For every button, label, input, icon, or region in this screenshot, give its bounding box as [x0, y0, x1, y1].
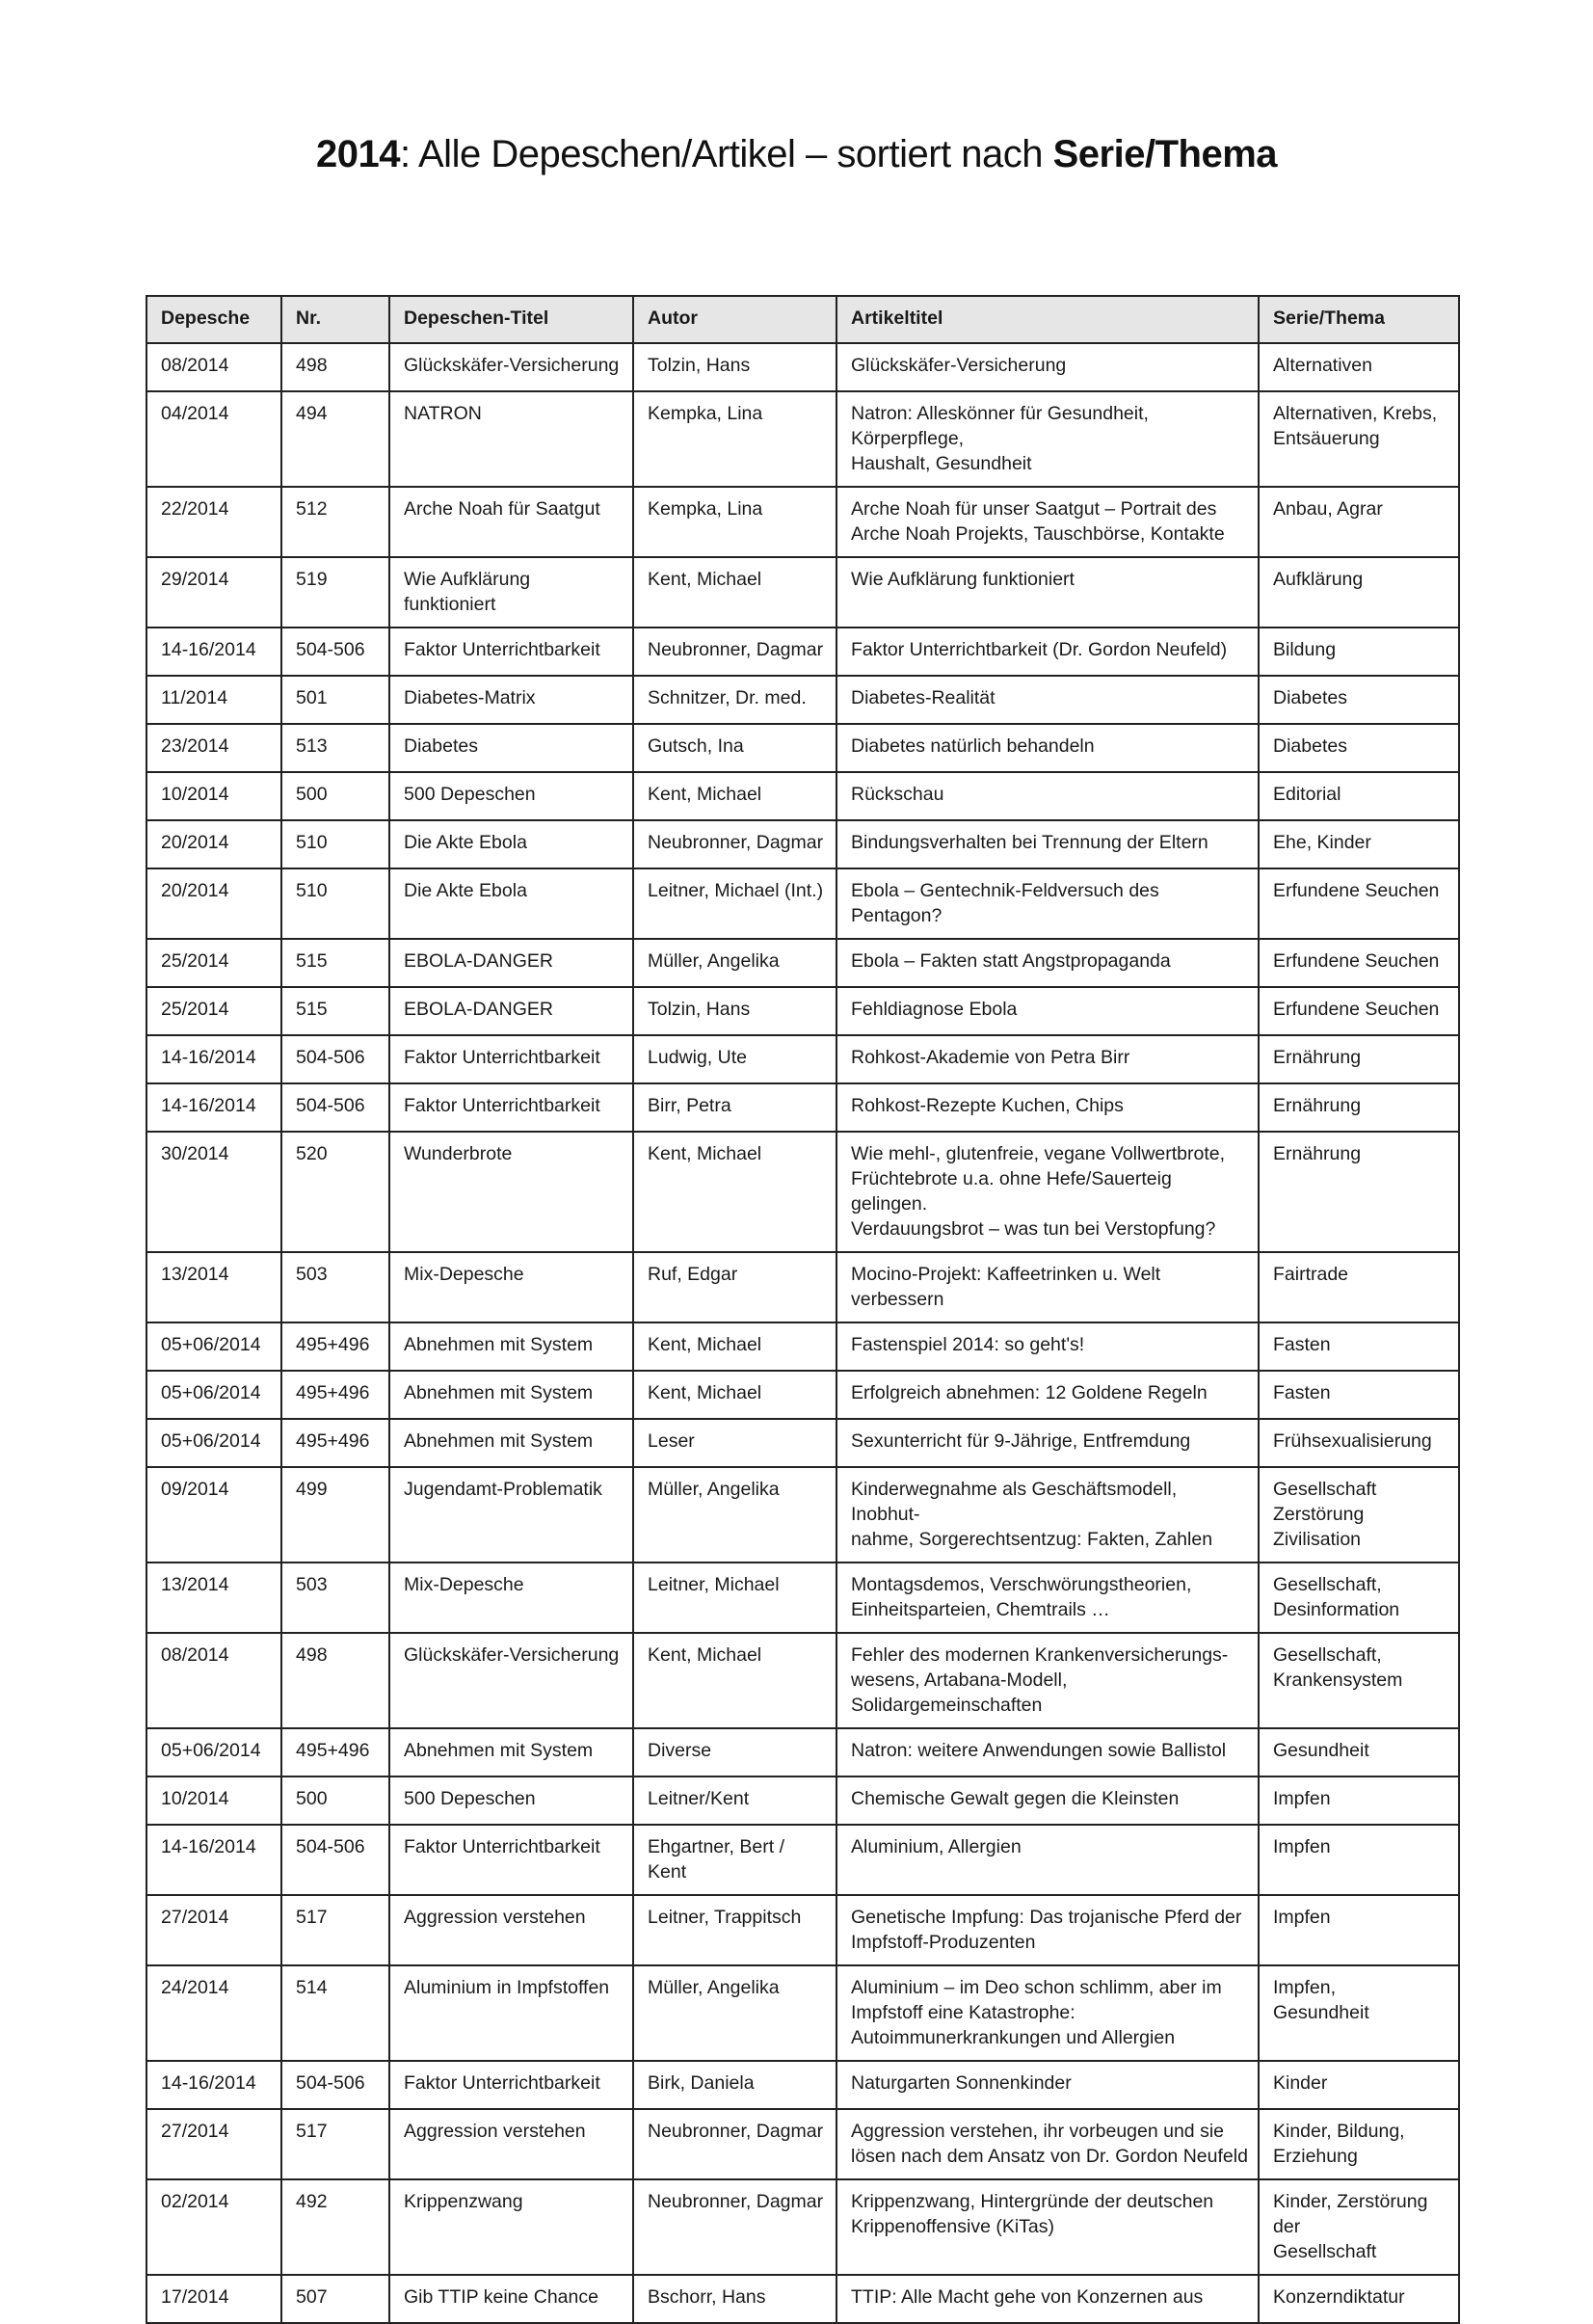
cell-depeschen-titel: Die Akte Ebola	[389, 820, 633, 868]
cell-depesche: 14-16/2014	[146, 628, 281, 676]
cell-depesche: 10/2014	[146, 1776, 281, 1825]
cell-depesche: 22/2014	[146, 487, 281, 557]
cell-depeschen-titel: EBOLA-DANGER	[389, 939, 633, 987]
cell-autor: Ruf, Edgar	[633, 1252, 836, 1322]
cell-nr: 495+496	[281, 1728, 389, 1776]
cell-depesche: 25/2014	[146, 987, 281, 1035]
cell-serie-thema: Fairtrade	[1259, 1252, 1459, 1322]
cell-artikeltitel: Montagsdemos, Verschwörungstheorien, Einheitsparteien, Chemtrails …	[836, 1563, 1259, 1633]
cell-serie-thema: Frühsexualisierung	[1259, 1419, 1459, 1467]
cell-serie-thema: Kinder, Bildung, Erziehung	[1259, 2109, 1459, 2179]
cell-artikeltitel: Diabetes-Realität	[836, 676, 1259, 724]
header-artikeltitel: Artikeltitel	[836, 296, 1259, 343]
table-row	[146, 487, 1459, 557]
cell-serie-thema: Bildung	[1259, 628, 1459, 676]
cell-nr: 520	[281, 1132, 389, 1252]
cell-artikeltitel: Diabetes natürlich behandeln	[836, 724, 1259, 772]
table-row	[146, 772, 1459, 820]
cell-artikeltitel: Ebola – Fakten statt Angstpropaganda	[836, 939, 1259, 987]
cell-artikeltitel: Aggression verstehen, ihr vorbeugen und sie lösen nach dem Ansatz von Dr. Gordon Neufeld	[836, 2109, 1259, 2179]
cell-depeschen-titel: Jugendamt-Problematik	[389, 1467, 633, 1563]
cell-nr: 504-506	[281, 1035, 389, 1083]
cell-artikeltitel: Ebola – Gentechnik-Feldversuch des Pentagon?	[836, 868, 1259, 939]
cell-serie-thema: Konzerndiktatur	[1259, 2275, 1459, 2323]
cell-artikeltitel: Wie Aufklärung funktioniert	[836, 557, 1259, 628]
cell-serie-thema: Diabetes	[1259, 676, 1459, 724]
cell-artikeltitel: Bindungsverhalten bei Trennung der Eltern	[836, 820, 1259, 868]
cell-serie-thema: Ernährung	[1259, 1035, 1459, 1083]
cell-depeschen-titel: Diabetes	[389, 724, 633, 772]
cell-nr: 515	[281, 987, 389, 1035]
cell-artikeltitel: Naturgarten Sonnenkinder	[836, 2061, 1259, 2109]
cell-serie-thema: Gesundheit	[1259, 1728, 1459, 1776]
cell-depeschen-titel: NATRON	[389, 391, 633, 487]
cell-serie-thema: Kinder, Zerstörung der Gesellschaft	[1259, 2179, 1459, 2275]
cell-nr: 503	[281, 1252, 389, 1322]
cell-artikeltitel: Mocino-Projekt: Kaffeetrinken u. Welt verbessern	[836, 1252, 1259, 1322]
cell-artikeltitel: Glückskäfer-Versicherung	[836, 343, 1259, 391]
header-depeschen-titel: Depeschen-Titel	[389, 296, 633, 343]
cell-autor: Tolzin, Hans	[633, 987, 836, 1035]
table-row	[146, 1035, 1459, 1083]
cell-nr: 515	[281, 939, 389, 987]
title-year: 2014	[316, 133, 400, 175]
cell-serie-thema: Impfen	[1259, 1776, 1459, 1825]
cell-depeschen-titel: Wunderbrote	[389, 1132, 633, 1252]
cell-artikeltitel: Fastenspiel 2014: so geht's!	[836, 1322, 1259, 1371]
cell-nr: 504-506	[281, 628, 389, 676]
table-row	[146, 628, 1459, 676]
cell-nr: 495+496	[281, 1419, 389, 1467]
table-row	[146, 1467, 1459, 1563]
cell-autor: Schnitzer, Dr. med.	[633, 676, 836, 724]
cell-serie-thema: Erfundene Seuchen	[1259, 868, 1459, 939]
cell-autor: Leitner, Trappitsch	[633, 1895, 836, 1965]
cell-nr: 504-506	[281, 1083, 389, 1132]
cell-artikeltitel: Wie mehl-, glutenfreie, vegane Vollwertbrote, Früchtebrote u.a. ohne Hefe/Sauerteig gelingen. Verdauungsbrot – was tun bei Verstopfung?	[836, 1132, 1259, 1252]
cell-serie-thema: Editorial	[1259, 772, 1459, 820]
cell-nr: 495+496	[281, 1322, 389, 1371]
cell-depesche: 05+06/2014	[146, 1371, 281, 1419]
cell-depesche: 14-16/2014	[146, 1083, 281, 1132]
cell-autor: Kent, Michael	[633, 1633, 836, 1728]
cell-artikeltitel: Erfolgreich abnehmen: 12 Goldene Regeln	[836, 1371, 1259, 1419]
cell-depeschen-titel: Faktor Unterrichtbarkeit	[389, 2061, 633, 2109]
cell-depeschen-titel: 500 Depeschen	[389, 1776, 633, 1825]
cell-depesche: 09/2014	[146, 1467, 281, 1563]
cell-autor: Diverse	[633, 1728, 836, 1776]
cell-depesche: 08/2014	[146, 343, 281, 391]
table-row	[146, 820, 1459, 868]
header-depesche: Depesche	[146, 296, 281, 343]
cell-autor: Tolzin, Hans	[633, 343, 836, 391]
table-row	[146, 1252, 1459, 1322]
table-row	[146, 2061, 1459, 2109]
cell-nr: 498	[281, 1633, 389, 1728]
cell-depesche: 20/2014	[146, 868, 281, 939]
table-row	[146, 1965, 1459, 2061]
cell-artikeltitel: Krippenzwang, Hintergründe der deutschen Krippenoffensive (KiTas)	[836, 2179, 1259, 2275]
table-body	[146, 343, 1459, 2323]
cell-serie-thema: Aufklärung	[1259, 557, 1459, 628]
table-container	[146, 295, 1458, 2324]
cell-nr: 498	[281, 343, 389, 391]
cell-depeschen-titel: Faktor Unterrichtbarkeit	[389, 1035, 633, 1083]
cell-autor: Neubronner, Dagmar	[633, 2109, 836, 2179]
cell-depeschen-titel: EBOLA-DANGER	[389, 987, 633, 1035]
title-emphasis: Serie/Thema	[1052, 133, 1277, 175]
cell-autor: Leitner/Kent	[633, 1776, 836, 1825]
table-row	[146, 1132, 1459, 1252]
cell-nr: 501	[281, 676, 389, 724]
cell-depesche: 14-16/2014	[146, 1825, 281, 1895]
cell-depesche: 17/2014	[146, 2275, 281, 2323]
cell-serie-thema: Ehe, Kinder	[1259, 820, 1459, 868]
cell-serie-thema: Anbau, Agrar	[1259, 487, 1459, 557]
cell-depesche: 10/2014	[146, 772, 281, 820]
cell-serie-thema: Gesellschaft Zerstörung Zivilisation	[1259, 1467, 1459, 1563]
cell-nr: 510	[281, 868, 389, 939]
cell-autor: Müller, Angelika	[633, 1965, 836, 2061]
cell-depesche: 23/2014	[146, 724, 281, 772]
cell-autor: Bschorr, Hans	[633, 2275, 836, 2323]
cell-depesche: 27/2014	[146, 1895, 281, 1965]
cell-serie-thema: Alternativen, Krebs, Entsäuerung	[1259, 391, 1459, 487]
cell-autor: Neubronner, Dagmar	[633, 628, 836, 676]
cell-serie-thema: Diabetes	[1259, 724, 1459, 772]
table-row	[146, 1083, 1459, 1132]
cell-autor: Neubronner, Dagmar	[633, 820, 836, 868]
cell-depeschen-titel: Gib TTIP keine Chance	[389, 2275, 633, 2323]
cell-depeschen-titel: Glückskäfer-Versicherung	[389, 343, 633, 391]
cell-autor: Kent, Michael	[633, 1132, 836, 1252]
table-header	[146, 296, 1459, 343]
cell-artikeltitel: Fehldiagnose Ebola	[836, 987, 1259, 1035]
cell-autor: Neubronner, Dagmar	[633, 2179, 836, 2275]
cell-nr: 494	[281, 391, 389, 487]
table-row	[146, 1895, 1459, 1965]
cell-nr: 507	[281, 2275, 389, 2323]
cell-artikeltitel: Genetische Impfung: Das trojanische Pferd der Impfstoff-Produzenten	[836, 1895, 1259, 1965]
table-row	[146, 724, 1459, 772]
cell-autor: Kent, Michael	[633, 1322, 836, 1371]
cell-depesche: 13/2014	[146, 1252, 281, 1322]
cell-nr: 500	[281, 1776, 389, 1825]
table-row	[146, 676, 1459, 724]
cell-nr: 513	[281, 724, 389, 772]
header-nr: Nr.	[281, 296, 389, 343]
cell-nr: 499	[281, 1467, 389, 1563]
cell-depesche: 02/2014	[146, 2179, 281, 2275]
cell-depesche: 27/2014	[146, 2109, 281, 2179]
header-row	[146, 296, 1459, 343]
cell-serie-thema: Impfen	[1259, 1895, 1459, 1965]
table-row	[146, 1633, 1459, 1728]
cell-depesche: 08/2014	[146, 1633, 281, 1728]
cell-artikeltitel: Natron: Alleskönner für Gesundheit, Körperpflege, Haushalt, Gesundheit	[836, 391, 1259, 487]
cell-artikeltitel: Rohkost-Akademie von Petra Birr	[836, 1035, 1259, 1083]
depeschen-table	[146, 295, 1460, 2324]
cell-nr: 519	[281, 557, 389, 628]
cell-depeschen-titel: Mix-Depesche	[389, 1252, 633, 1322]
cell-nr: 512	[281, 487, 389, 557]
cell-depeschen-titel: Wie Aufklärung funktioniert	[389, 557, 633, 628]
cell-nr: 514	[281, 1965, 389, 2061]
cell-artikeltitel: Aluminium – im Deo schon schlimm, aber im Impfstoff eine Katastrophe: Autoimmunerkrankungen und Allergien	[836, 1965, 1259, 2061]
cell-artikeltitel: Fehler des modernen Krankenversicherungs- wesens, Artabana-Modell, Solidargemeinschaften	[836, 1633, 1259, 1728]
cell-serie-thema: Fasten	[1259, 1322, 1459, 1371]
page-title	[0, 133, 1593, 176]
table-row	[146, 1322, 1459, 1371]
cell-depeschen-titel: Die Akte Ebola	[389, 868, 633, 939]
cell-depesche: 14-16/2014	[146, 2061, 281, 2109]
cell-serie-thema: Erfundene Seuchen	[1259, 987, 1459, 1035]
cell-autor: Birr, Petra	[633, 1083, 836, 1132]
cell-depeschen-titel: Aluminium in Impfstoffen	[389, 1965, 633, 2061]
cell-depeschen-titel: Faktor Unterrichtbarkeit	[389, 1083, 633, 1132]
title-text: : Alle Depeschen/Artikel – sortiert nach	[399, 133, 1053, 175]
table-row	[146, 1563, 1459, 1633]
cell-depesche: 24/2014	[146, 1965, 281, 2061]
cell-depeschen-titel: Diabetes-Matrix	[389, 676, 633, 724]
table-row	[146, 1825, 1459, 1895]
table-row	[146, 987, 1459, 1035]
cell-artikeltitel: Sexunterricht für 9-Jährige, Entfremdung	[836, 1419, 1259, 1467]
cell-artikeltitel: TTIP: Alle Macht gehe von Konzernen aus	[836, 2275, 1259, 2323]
cell-depesche: 05+06/2014	[146, 1728, 281, 1776]
table-row	[146, 557, 1459, 628]
cell-depeschen-titel: Aggression verstehen	[389, 1895, 633, 1965]
table-row	[146, 868, 1459, 939]
cell-autor: Kempka, Lina	[633, 391, 836, 487]
cell-depesche: 25/2014	[146, 939, 281, 987]
cell-serie-thema: Gesellschaft, Desinformation	[1259, 1563, 1459, 1633]
cell-autor: Kent, Michael	[633, 1371, 836, 1419]
cell-nr: 500	[281, 772, 389, 820]
header-serie-thema: Serie/Thema	[1259, 296, 1459, 343]
cell-autor: Müller, Angelika	[633, 1467, 836, 1563]
table-row	[146, 2275, 1459, 2323]
cell-autor: Kent, Michael	[633, 772, 836, 820]
cell-depesche: 20/2014	[146, 820, 281, 868]
cell-serie-thema: Kinder	[1259, 2061, 1459, 2109]
cell-serie-thema: Erfundene Seuchen	[1259, 939, 1459, 987]
cell-depesche: 05+06/2014	[146, 1419, 281, 1467]
cell-artikeltitel: Aluminium, Allergien	[836, 1825, 1259, 1895]
cell-depeschen-titel: Abnehmen mit System	[389, 1728, 633, 1776]
table-row	[146, 939, 1459, 987]
cell-depesche: 14-16/2014	[146, 1035, 281, 1083]
cell-nr: 504-506	[281, 2061, 389, 2109]
cell-serie-thema: Gesellschaft, Krankensystem	[1259, 1633, 1459, 1728]
cell-autor: Müller, Angelika	[633, 939, 836, 987]
cell-serie-thema: Ernährung	[1259, 1132, 1459, 1252]
cell-depesche: 29/2014	[146, 557, 281, 628]
cell-nr: 492	[281, 2179, 389, 2275]
cell-depesche: 04/2014	[146, 391, 281, 487]
cell-serie-thema: Fasten	[1259, 1371, 1459, 1419]
cell-autor: Ehgartner, Bert / Kent	[633, 1825, 836, 1895]
cell-artikeltitel: Rohkost-Rezepte Kuchen, Chips	[836, 1083, 1259, 1132]
table-row	[146, 1776, 1459, 1825]
cell-artikeltitel: Faktor Unterrichtbarkeit (Dr. Gordon Neufeld)	[836, 628, 1259, 676]
table-row	[146, 1371, 1459, 1419]
header-autor: Autor	[633, 296, 836, 343]
cell-artikeltitel: Rückschau	[836, 772, 1259, 820]
cell-depeschen-titel: 500 Depeschen	[389, 772, 633, 820]
cell-serie-thema: Impfen	[1259, 1825, 1459, 1895]
cell-serie-thema: Alternativen	[1259, 343, 1459, 391]
cell-autor: Leitner, Michael	[633, 1563, 836, 1633]
cell-depeschen-titel: Krippenzwang	[389, 2179, 633, 2275]
cell-autor: Ludwig, Ute	[633, 1035, 836, 1083]
cell-depeschen-titel: Arche Noah für Saatgut	[389, 487, 633, 557]
cell-autor: Kempka, Lina	[633, 487, 836, 557]
cell-autor: Leitner, Michael (Int.)	[633, 868, 836, 939]
cell-nr: 495+496	[281, 1371, 389, 1419]
table-row	[146, 391, 1459, 487]
cell-depeschen-titel: Mix-Depesche	[389, 1563, 633, 1633]
table-row	[146, 1728, 1459, 1776]
cell-autor: Gutsch, Ina	[633, 724, 836, 772]
table-row	[146, 343, 1459, 391]
cell-artikeltitel: Kinderwegnahme als Geschäftsmodell, Inobhut- nahme, Sorgerechtsentzug: Fakten, Zahlen	[836, 1467, 1259, 1563]
cell-depeschen-titel: Abnehmen mit System	[389, 1322, 633, 1371]
cell-depesche: 13/2014	[146, 1563, 281, 1633]
cell-depeschen-titel: Abnehmen mit System	[389, 1419, 633, 1467]
cell-depesche: 11/2014	[146, 676, 281, 724]
cell-depeschen-titel: Faktor Unterrichtbarkeit	[389, 628, 633, 676]
cell-artikeltitel: Arche Noah für unser Saatgut – Portrait des Arche Noah Projekts, Tauschbörse, Kontakte	[836, 487, 1259, 557]
cell-depesche: 30/2014	[146, 1132, 281, 1252]
cell-depeschen-titel: Faktor Unterrichtbarkeit	[389, 1825, 633, 1895]
cell-nr: 504-506	[281, 1825, 389, 1895]
cell-artikeltitel: Natron: weitere Anwendungen sowie Ballistol	[836, 1728, 1259, 1776]
cell-nr: 510	[281, 820, 389, 868]
cell-serie-thema: Ernährung	[1259, 1083, 1459, 1132]
cell-autor: Leser	[633, 1419, 836, 1467]
cell-depeschen-titel: Aggression verstehen	[389, 2109, 633, 2179]
table-row	[146, 1419, 1459, 1467]
cell-depesche: 05+06/2014	[146, 1322, 281, 1371]
table-row	[146, 2109, 1459, 2179]
table-row	[146, 2179, 1459, 2275]
cell-serie-thema: Impfen, Gesundheit	[1259, 1965, 1459, 2061]
cell-nr: 503	[281, 1563, 389, 1633]
cell-autor: Kent, Michael	[633, 557, 836, 628]
cell-autor: Birk, Daniela	[633, 2061, 836, 2109]
cell-nr: 517	[281, 2109, 389, 2179]
cell-depeschen-titel: Abnehmen mit System	[389, 1371, 633, 1419]
cell-depeschen-titel: Glückskäfer-Versicherung	[389, 1633, 633, 1728]
cell-nr: 517	[281, 1895, 389, 1965]
cell-artikeltitel: Chemische Gewalt gegen die Kleinsten	[836, 1776, 1259, 1825]
